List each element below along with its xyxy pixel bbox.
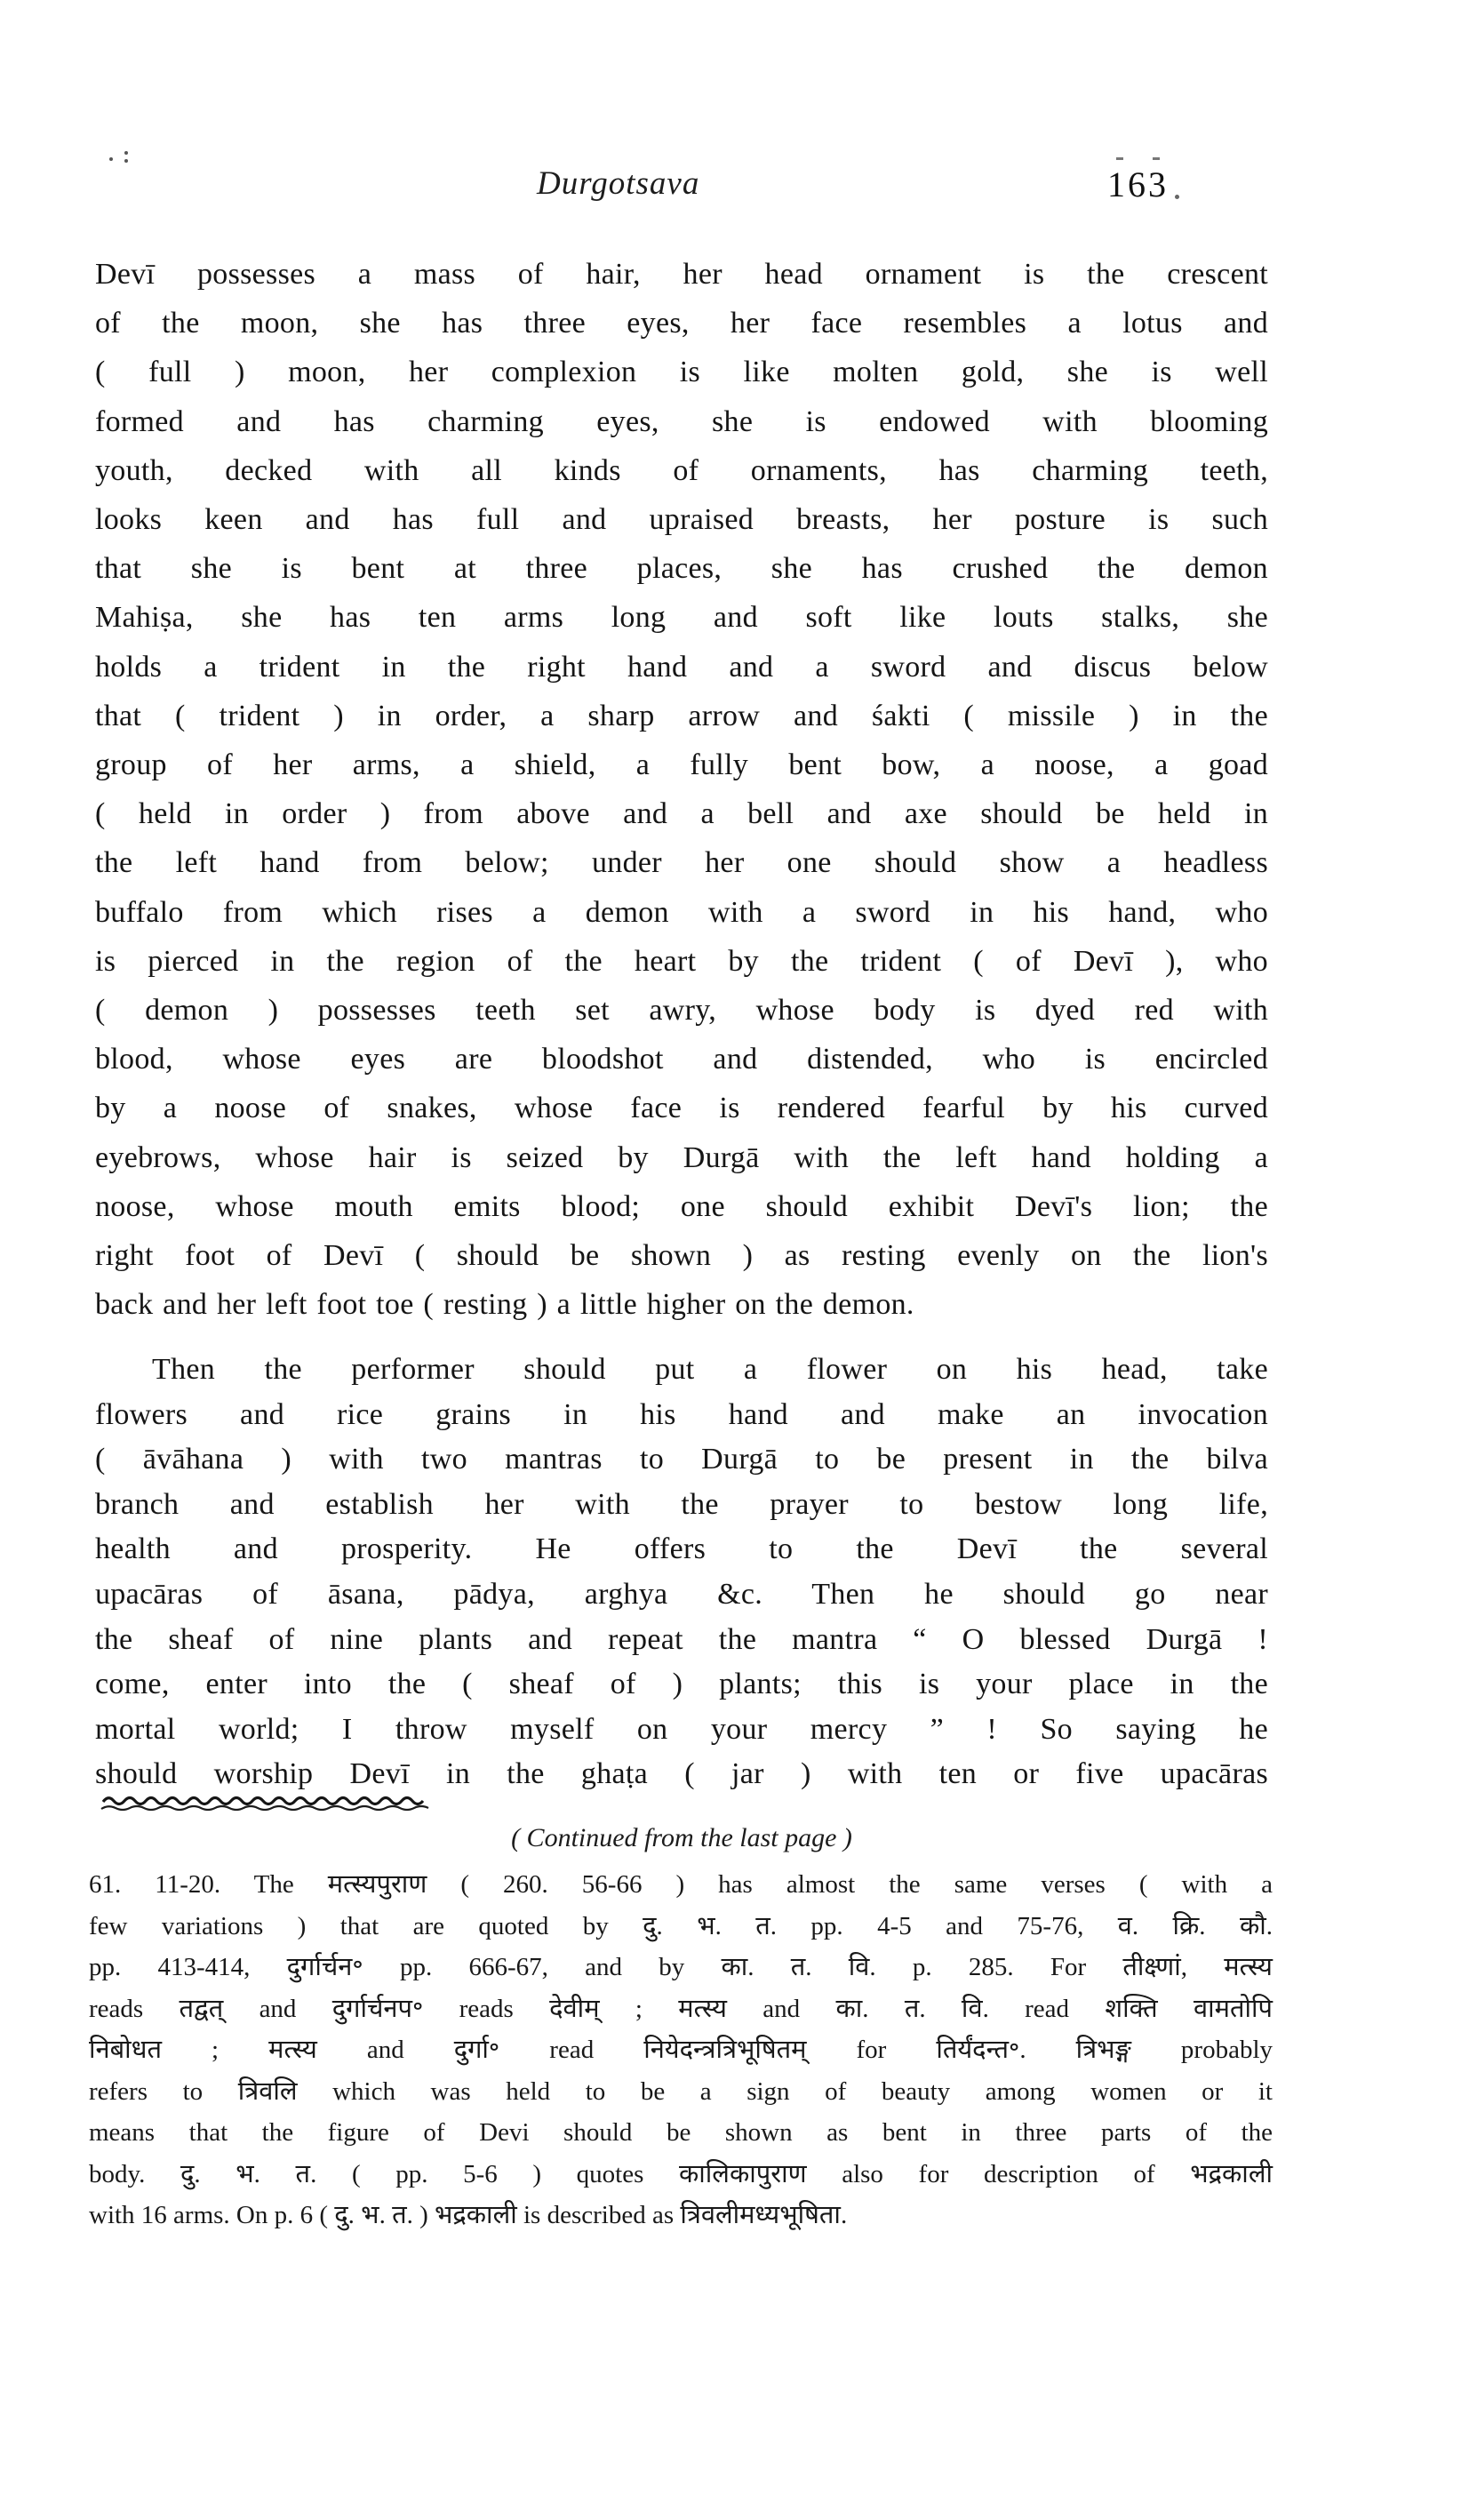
footnote-continued-label: ( Continued from the last page ) xyxy=(511,1823,852,1852)
footnote xyxy=(89,1864,1273,2236)
body-text-line: that ( trident ) in order, a sharp arrow and śakti ( missile ) in the xyxy=(95,699,1268,732)
body-text-line: holds a trident in the right hand and a sword and discus below xyxy=(95,650,1268,684)
page-title: Durgotsava xyxy=(537,165,700,202)
scan-speck xyxy=(1175,195,1179,199)
body-text-line: ( āvāhana ) with two mantras to Durgā to be present in the bilva xyxy=(95,1443,1268,1476)
footnote-line: reads तद्वत् and दुर्गार्चनप॰ reads देवीम् ; मत्स्य and का. त. वि. read शक्ति वामतोपि xyxy=(89,1994,1273,2023)
body-text-line: Devī possesses a mass of hair, her head ornament is the crescent xyxy=(95,258,1268,291)
footnote-line: few variations ) that are quoted by दु. भ. त. pp. 4-5 and 75-76, व. क्रि. कौ. xyxy=(89,1911,1273,1940)
body-text-line: the left hand from below; under her one should show a headless xyxy=(95,846,1268,880)
page-number: 163 xyxy=(1107,164,1169,204)
footnote-line: body. दु. भ. त. ( pp. 5-6 ) quotes कालिकापुराण also for description of भद्रकाली xyxy=(89,2159,1273,2188)
body-text-line: group of her arms, a shield, a fully bent bow, a noose, a goad xyxy=(95,748,1268,782)
body-text-line: ( held in order ) from above and a bell and axe should be held in xyxy=(95,797,1268,831)
body-text-line: blood, whose eyes are bloodshot and distended, who is encircled xyxy=(95,1043,1268,1076)
body-text-line: noose, whose mouth emits blood; one should exhibit Devī's lion; the xyxy=(95,1189,1268,1223)
footnote-separator xyxy=(100,1794,439,1817)
footnote-line: 61. 11-20. The मत्स्यपुराण ( 260. 56-66 ) has almost the same verses ( with a xyxy=(89,1870,1273,1899)
scan-speck xyxy=(1153,157,1160,160)
body-text-line: Mahiṣa, she has ten arms long and soft like louts stalks, she xyxy=(95,601,1268,635)
body-text-line: back and her left foot toe ( resting ) a little higher on the demon. xyxy=(95,1288,914,1322)
body-text-line: right foot of Devī ( should be shown ) as resting evenly on the lion's xyxy=(95,1239,1268,1273)
body-text-line: that she is bent at three places, she has crushed the demon xyxy=(95,552,1268,586)
body-text-line: Then the performer should put a flower on his head, take xyxy=(152,1353,1268,1386)
body-text-line: flowers and rice grains in his hand and make an invocation xyxy=(95,1397,1268,1431)
scan-speck xyxy=(124,159,128,163)
body-paragraph-2 xyxy=(95,1348,1268,1797)
body-text-line: by a noose of snakes, whose face is rendered fearful by his curved xyxy=(95,1092,1268,1125)
body-text-line: the sheaf of nine plants and repeat the mantra “ O blessed Durgā ! xyxy=(95,1622,1268,1656)
body-text-line: ( full ) moon, her complexion is like molten gold, she is well xyxy=(95,356,1268,389)
body-paragraph-1 xyxy=(95,250,1268,1329)
footnote-line: निबोधत ; मत्स्य and दुर्गा॰ read नियेदन्त्रत्रिभूषितम् for तिर्यंदन्त॰. त्रिभङ्ग probably xyxy=(89,2036,1273,2064)
body-text-line: of the moon, she has three eyes, her face resembles a lotus and xyxy=(95,307,1268,340)
body-text-line: buffalo from which rises a demon with a sword in his hand, who xyxy=(95,895,1268,929)
body-text-line: is pierced in the region of the heart by the trident ( of Devī ), who xyxy=(95,944,1268,978)
body-text-line: upacāras of āsana, pādya, arghya &c. Then he should go near xyxy=(95,1577,1268,1611)
footnote-line: with 16 arms. On p. 6 ( दु. भ. त. ) भद्रकाली is described as त्रिवलीमध्यभूषिता. xyxy=(89,2201,848,2229)
body-text-line: health and prosperity. He offers to the Devī the several xyxy=(95,1532,1268,1566)
body-text-line: mortal world; I throw myself on your mercy ” ! So saying he xyxy=(95,1712,1268,1746)
scan-speck xyxy=(109,157,113,161)
body-text-line: come, enter into the ( sheaf of ) plants; this is your place in the xyxy=(95,1668,1268,1701)
body-text-line: should worship Devī in the ghaṭa ( jar ) with ten or five upacāras xyxy=(95,1757,1268,1791)
body-text-line: formed and has charming eyes, she is endowed with blooming xyxy=(95,404,1268,438)
footnote-line: refers to त्रिवलि which was held to be a sign of beauty among women or it xyxy=(89,2076,1273,2106)
body-text-line: branch and establish her with the prayer to bestow long life, xyxy=(95,1487,1268,1521)
footnote-line: means that the figure of Devi should be shown as bent in three parts of the xyxy=(89,2118,1273,2147)
body-text-line: looks keen and has full and upraised breasts, her posture is such xyxy=(95,503,1268,537)
footnote-line: pp. 413-414, दुर्गार्चन॰ pp. 666-67, and by का. त. वि. p. 285. For तीक्ष्णां, मत्स्य xyxy=(89,1953,1273,1981)
scan-speck xyxy=(124,151,128,155)
scan-speck xyxy=(1116,157,1123,160)
body-text-line: ( demon ) possesses teeth set awry, whose body is dyed red with xyxy=(95,994,1268,1028)
body-text-line: eyebrows, whose hair is seized by Durgā with the left hand holding a xyxy=(95,1140,1268,1174)
body-text-line: youth, decked with all kinds of ornaments, has charming teeth, xyxy=(95,453,1268,487)
